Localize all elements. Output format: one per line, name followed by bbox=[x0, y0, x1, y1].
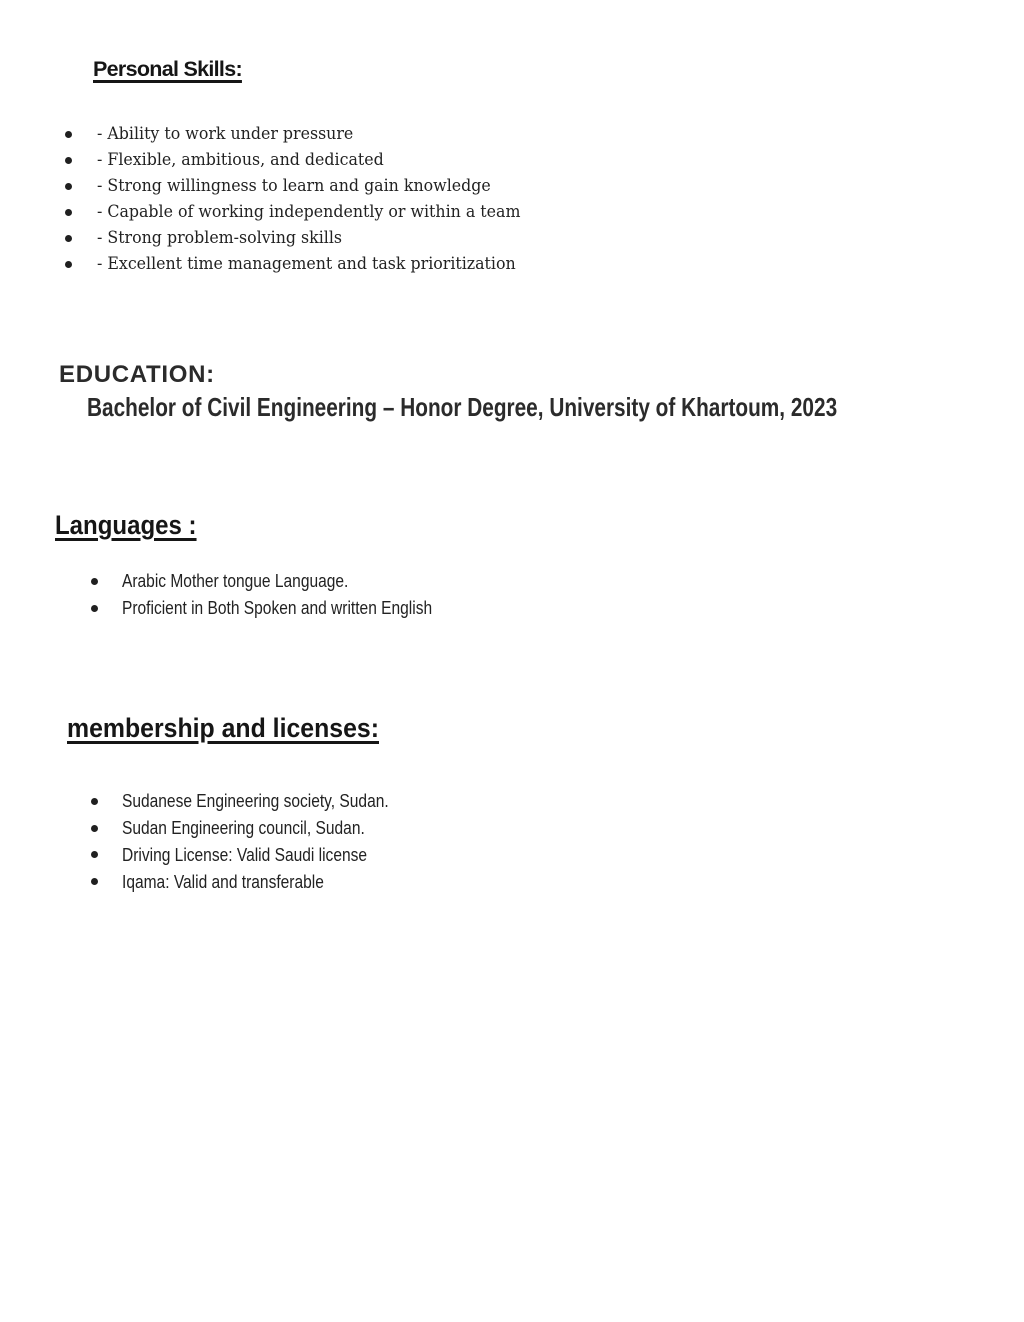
list-item bbox=[65, 199, 552, 225]
list-item-text: Driving License: Valid Saudi license bbox=[122, 843, 368, 865]
list-item-text: - Flexible, ambitious, and dedicated bbox=[97, 150, 384, 170]
bullet-icon bbox=[91, 798, 98, 805]
list-item-text: - Strong willingness to learn and gain knowledge bbox=[97, 176, 491, 196]
languages-heading: Languages : bbox=[55, 510, 197, 540]
list-item bbox=[65, 147, 552, 173]
membership-heading: membership and licenses: bbox=[67, 713, 379, 743]
list-item bbox=[65, 225, 552, 251]
list-item-text: - Strong problem-solving skills bbox=[97, 228, 343, 248]
bullet-icon bbox=[65, 183, 72, 190]
list-item bbox=[65, 121, 552, 147]
list-item-text: - Capable of working independently or within a team bbox=[97, 202, 521, 222]
list-item bbox=[91, 815, 439, 842]
list-item-text: Arabic Mother tongue Language. bbox=[122, 570, 349, 592]
list-item bbox=[65, 251, 552, 277]
list-item-text: Iqama: Valid and transferable bbox=[122, 870, 324, 892]
bullet-icon bbox=[65, 209, 72, 216]
bullet-icon bbox=[91, 825, 98, 832]
list-item bbox=[91, 568, 491, 595]
list-item bbox=[91, 595, 491, 622]
languages-list bbox=[91, 568, 491, 622]
bullet-icon bbox=[91, 851, 98, 858]
list-item-text: Proficient in Both Spoken and written English bbox=[122, 597, 433, 619]
bullet-icon bbox=[65, 157, 72, 164]
list-item-text: Sudanese Engineering society, Sudan. bbox=[122, 790, 389, 812]
personal-skills-heading: Personal Skills: bbox=[93, 57, 242, 81]
education-heading: EDUCATION: bbox=[59, 361, 215, 388]
bullet-icon bbox=[65, 131, 72, 138]
list-item bbox=[91, 842, 439, 869]
list-item-text: Sudan Engineering council, Sudan. bbox=[122, 817, 365, 839]
list-item bbox=[91, 868, 439, 895]
education-degree-text: Bachelor of Civil Engineering – Honor Degree, University of Khartoum, 2023 bbox=[87, 392, 838, 422]
bullet-icon bbox=[65, 235, 72, 242]
bullet-icon bbox=[91, 605, 98, 612]
membership-list bbox=[91, 788, 439, 895]
list-item bbox=[91, 788, 439, 815]
list-item bbox=[65, 173, 552, 199]
personal-skills-list bbox=[65, 121, 552, 277]
list-item-text: - Ability to work under pressure bbox=[97, 124, 354, 144]
list-item-text: - Excellent time management and task prioritization bbox=[97, 254, 516, 274]
bullet-icon bbox=[65, 261, 72, 268]
bullet-icon bbox=[91, 578, 98, 585]
bullet-icon bbox=[91, 878, 98, 885]
